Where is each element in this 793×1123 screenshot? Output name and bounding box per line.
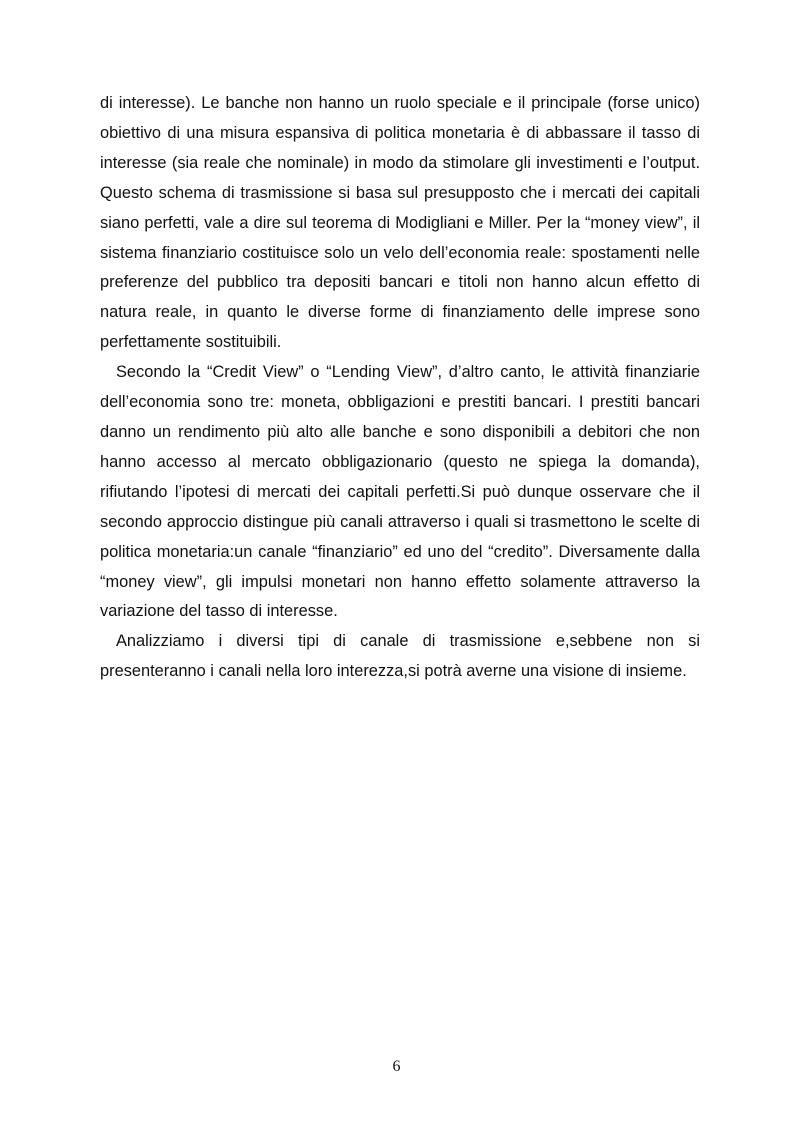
paragraph-1: di interesse). Le banche non hanno un ruolo speciale e il principale (forse unico) obiettivo di una misura espansiva di politica monetaria è di abbassare il tasso di interesse (sia reale che nominale) in modo da stimolare gli investimenti e l’output. Questo schema di trasmissione si basa sul presupposto che i mercati dei capitali siano perfetti, vale a dire sul teorema di Modigliani e Miller. Per la “money view”, il sistema finanziario costituisce solo un velo dell’economia reale: spostamenti nelle preferenze del pubblico tra depositi bancari e titoli non hanno alcun effetto di natura reale, in quanto le diverse forme di finanziamento delle imprese sono perfettamente sostituibili. [100, 94, 700, 352]
paragraph-3: Analizziamo i diversi tipi di canale di trasmissione e,sebbene non si presenteranno i canali nella loro interezza,si potrà averne una visione di insieme. [100, 632, 700, 681]
body-text [100, 89, 700, 687]
page-number: 6 [392, 1058, 401, 1075]
paragraph-2: Secondo la “Credit View” o “Lending View”, d’altro canto, le attività finanziarie dell’economia sono tre: moneta, obbligazioni e prestiti bancari. I prestiti bancari danno un rendimento più alto alle banche e sono disponibili a debitori che non hanno accesso al mercato obbligazionario (questo ne spiega la domanda), rifiutando l’ipotesi di mercati dei capitali perfetti.Si può dunque osservare che il secondo approccio distingue più canali attraverso i quali si trasmettono le scelte di politica monetaria:un canale “finanziario” ed uno del “credito”. Diversamente dalla “money view”, gli impulsi monetari non hanno effetto solamente attraverso la variazione del tasso di interesse. [100, 363, 700, 621]
